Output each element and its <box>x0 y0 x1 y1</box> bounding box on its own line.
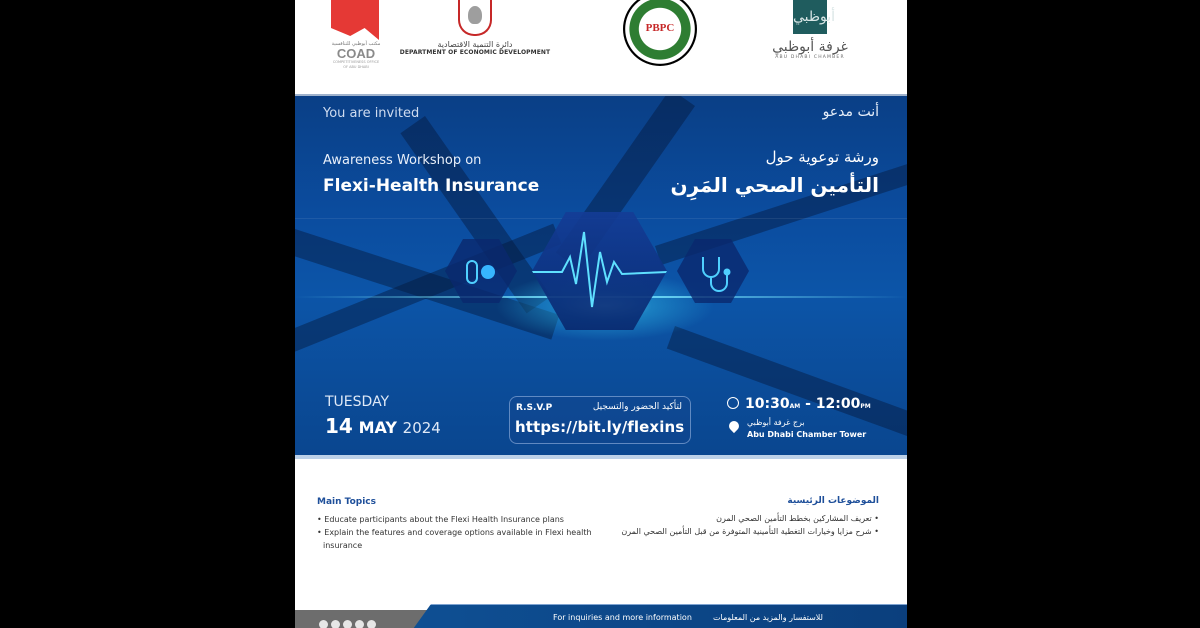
date-year: 2024 <box>402 419 441 437</box>
inquiries-ar: للاستفسار والمزيد من المعلومات <box>713 613 823 622</box>
instagram-icon[interactable] <box>331 620 340 628</box>
time-start: 10:30 <box>745 396 790 412</box>
time-end-suffix: PM <box>860 403 871 410</box>
inquiries-en: For inquiries and more information <box>553 613 692 622</box>
rsvp-box[interactable] <box>509 396 691 444</box>
abu-dhabi-emblem-icon <box>458 0 492 36</box>
ded-logo <box>395 0 555 70</box>
title-line2-ar: التأمين الصحي المَرِن <box>670 173 879 197</box>
x-icon[interactable] <box>343 620 352 628</box>
banner-bottom-strip <box>295 455 907 459</box>
topics-heading-en: Main Topics <box>317 497 377 507</box>
facebook-icon[interactable] <box>319 620 328 628</box>
time-end: 12:00 <box>815 396 861 412</box>
coad-logo <box>331 0 381 69</box>
event-date <box>325 414 441 438</box>
topics-en <box>317 497 617 552</box>
time-start-suffix: AM <box>789 403 801 410</box>
footer <box>295 604 907 628</box>
topics-heading-ar: الموضوعات الرئيسية <box>787 496 879 506</box>
clock-icon <box>727 397 739 409</box>
pbpc-name: PBPC <box>645 22 675 34</box>
invited-ar: أنت مدعو <box>822 104 879 120</box>
time-separator: - <box>800 396 816 412</box>
ded-english: DEPARTMENT OF ECONOMIC DEVELOPMENT <box>399 49 551 56</box>
ded-arabic: دائرة التنمية الاقتصادية <box>437 40 513 49</box>
adc-english: ABU DHABI CHAMBER <box>775 55 845 60</box>
coad-arabic: مكتب أبوظبي للتنافسية <box>331 41 381 47</box>
topic-item-ar: • تعريف المشاركين بخطط التأمين الصحي المرن <box>716 514 879 523</box>
rsvp-link[interactable]: https://bit.ly/flexins <box>515 418 685 436</box>
event-banner <box>295 94 907 457</box>
location-pin-icon <box>727 419 741 433</box>
location-en: Abu Dhabi Chamber Tower <box>747 430 867 439</box>
title-line2-en: Flexi-Health Insurance <box>323 176 540 196</box>
topic-item-ar: • شرح مزايا وخيارات التغطية التأمينية المتوفرة من قبل التأمين الصحي المرن <box>621 527 879 536</box>
rsvp-label-ar: لتأكيد الحضور والتسجيل <box>592 402 682 412</box>
event-time <box>745 396 871 412</box>
coad-name: COAD <box>336 46 376 61</box>
adc-arabic: غرفة أبوظبي <box>772 39 848 55</box>
social-icons <box>319 620 376 628</box>
title-line1-en: Awareness Workshop on <box>323 153 482 168</box>
date-day: 14 <box>325 414 353 438</box>
topics-ar <box>579 496 879 538</box>
linkedin-icon[interactable] <box>367 620 376 628</box>
topic-item: • Educate participants about the Flexi Health Insurance plans <box>317 515 564 524</box>
event-day: TUESDAY <box>325 394 390 410</box>
invited-en: You are invited <box>323 106 420 121</box>
coad-mark-icon <box>331 0 379 40</box>
coad-sub: COMPETITIVENESS OFFICE OF ABU DHABI <box>332 60 380 69</box>
pbpc-logo <box>623 0 697 66</box>
rsvp-label: R.S.V.P <box>516 403 553 413</box>
adc-mark-icon: أبوظبي <box>793 0 827 34</box>
logo-bar <box>295 0 907 92</box>
location-ar: برج غرفة أبوظبي <box>747 418 805 427</box>
adc-logo <box>765 0 855 70</box>
topic-item: • Explain the features and coverage options available in Flexi health insurance <box>317 528 592 550</box>
youtube-icon[interactable] <box>355 620 364 628</box>
invitation-flyer <box>295 0 907 628</box>
date-month: MAY <box>358 418 397 437</box>
title-line1-ar: ورشة توعوية حول <box>765 148 879 166</box>
